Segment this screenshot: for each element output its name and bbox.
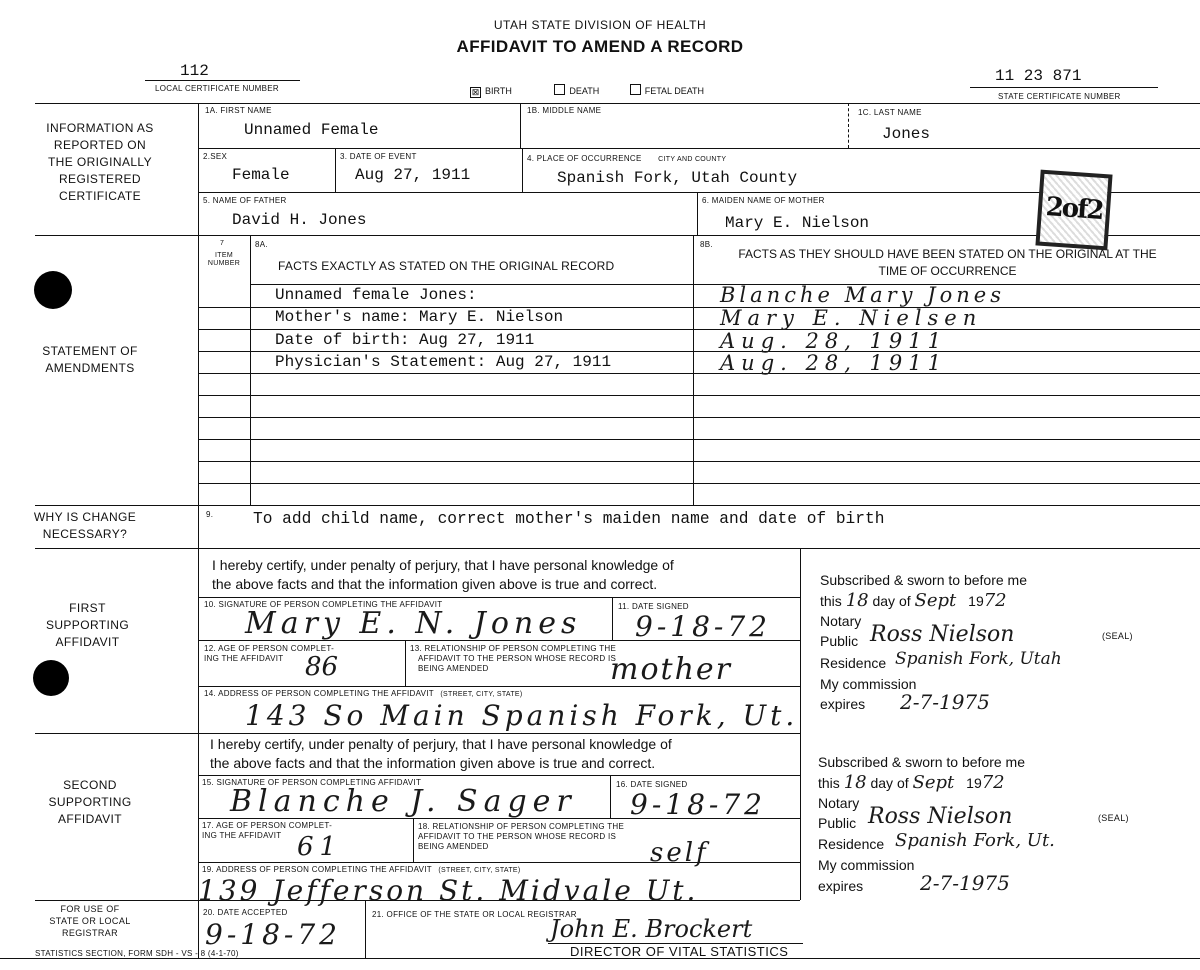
- item-number-col-num: 7: [220, 240, 225, 247]
- mother-name-value: Mary E. Nielson: [725, 214, 870, 232]
- second-notary-signature: Ross Nielson: [868, 804, 1013, 829]
- corrected-fact-row: Aug. 28, 1911: [720, 329, 947, 353]
- first-residence: Spanish Fork, Utah: [895, 649, 1062, 669]
- sex-label: 2.SEX: [203, 152, 228, 161]
- second-signature: Blanche J. Sager: [230, 784, 577, 819]
- death-checkbox[interactable]: [554, 84, 565, 95]
- rule: [198, 395, 1200, 396]
- section-first-affidavit: FIRST SUPPORTING AFFIDAVIT: [45, 601, 130, 649]
- rule: [413, 818, 414, 862]
- corrected-fact-row: Aug. 28, 1911: [720, 351, 947, 375]
- second-expires: 2-7-1975: [920, 871, 1010, 895]
- second-residence-label: Residence: [818, 836, 885, 852]
- first-expires: 2-7-1975: [900, 690, 990, 714]
- first-signature-label: 10. SIGNATURE OF PERSON COMPLETING THE AFFIDAVIT: [204, 600, 443, 609]
- second-age-label-1: 17. AGE OF PERSON COMPLET-: [202, 821, 333, 830]
- sex-value: Female: [232, 166, 290, 184]
- col-8b-header: FACTS AS THEY SHOULD HAVE BEEN STATED ON THE ORIGINAL AT THE TIME OF OCCURRENCE: [738, 247, 1157, 278]
- second-commission-label: My commission: [818, 857, 915, 873]
- rule: [610, 775, 611, 818]
- date-of-event-label: 3. DATE OF EVENT: [340, 152, 417, 161]
- state-cert-line: [970, 87, 1158, 88]
- rule: [198, 373, 1200, 374]
- local-cert-number: 112: [180, 62, 209, 80]
- rule: [198, 351, 1200, 352]
- first-notary-year: 72: [983, 590, 1007, 611]
- first-certify-line1: I hereby certify, under penalty of perjury, that I have personal knowledge of: [212, 557, 674, 573]
- rule: [198, 461, 1200, 462]
- state-cert-label: STATE CERTIFICATE NUMBER: [998, 92, 1121, 101]
- first-address-label: 14. ADDRESS OF PERSON COMPLETING THE AFFIDAVIT (STREET, CITY, STATE): [204, 689, 523, 698]
- second-residence: Spanish Fork, Ut.: [895, 830, 1055, 851]
- page-stamp: [1035, 170, 1112, 251]
- first-relationship: mother: [610, 652, 732, 687]
- original-fact-row: Unnamed female Jones:: [275, 286, 477, 304]
- rule: [198, 329, 1200, 330]
- second-date-label: 16. DATE SIGNED: [616, 780, 688, 789]
- rule: [250, 235, 251, 505]
- rule: [693, 235, 694, 505]
- second-age-label-2: ING THE AFFIDAVIT: [202, 831, 282, 840]
- first-age-label-2: ING THE AFFIDAVIT: [204, 654, 284, 663]
- punch-hole: [33, 660, 69, 696]
- rule: [848, 103, 850, 148]
- second-seal-label: (SEAL): [1098, 813, 1129, 823]
- second-notary-date-line: this 18 day of Sept 1972: [818, 772, 1005, 793]
- second-age: 61: [297, 832, 343, 862]
- first-rel-label-3: BEING AMENDED: [418, 664, 489, 673]
- punch-hole: [34, 271, 72, 309]
- section-second-affidavit: SECOND SUPPORTING AFFIDAVIT: [48, 778, 132, 826]
- original-fact-row: Mother's name: Mary E. Nielson: [275, 308, 564, 326]
- rule: [522, 148, 523, 192]
- father-name-value: David H. Jones: [232, 211, 367, 229]
- corrected-fact-row: Mary E. Nielsen: [720, 306, 983, 330]
- original-fact-row: Physician's Statement: Aug 27, 1911: [275, 353, 612, 371]
- rule: [405, 640, 406, 686]
- rule: [35, 103, 1200, 104]
- rule: [520, 103, 521, 148]
- original-fact-row: Date of birth: Aug 27, 1911: [275, 331, 535, 349]
- rule: [198, 775, 800, 776]
- rule: [335, 148, 336, 192]
- first-rel-label-2: AFFIDAVIT TO THE PERSON WHOSE RECORD IS: [418, 654, 617, 663]
- second-date-signed: 9-18-72: [630, 788, 766, 821]
- second-certify-line1: I hereby certify, under penalty of perjury, that I have personal knowledge of: [210, 736, 672, 752]
- first-notary-day: 18: [845, 590, 869, 611]
- first-notary-month: Sept: [914, 590, 957, 611]
- record-type-fetal-death[interactable]: FETAL DEATH: [630, 86, 704, 96]
- second-notary-day: 18: [843, 772, 867, 793]
- last-name-label: 1C. LAST NAME: [858, 108, 922, 117]
- first-address: 143 So Main Spanish Fork, Ut.: [245, 699, 799, 732]
- first-signature: Mary E. N. Jones: [245, 606, 582, 641]
- first-notary-subscribed: Subscribed & sworn to before me: [820, 572, 1027, 588]
- date-accepted-label: 20. DATE ACCEPTED: [203, 908, 288, 917]
- first-age: 86: [305, 652, 339, 682]
- place-label-text: 4. PLACE OF OCCURRENCE: [527, 154, 642, 163]
- section-why-change: WHY IS CHANGE NECESSARY?: [33, 510, 137, 541]
- rule: [697, 192, 698, 235]
- registrar-title: DIRECTOR OF VITAL STATISTICS: [570, 944, 789, 959]
- first-notary-label: Notary: [820, 613, 862, 629]
- first-seal-label: (SEAL): [1102, 631, 1133, 641]
- second-rel-label-1: 18. RELATIONSHIP OF PERSON COMPLETING THE: [418, 822, 625, 831]
- first-certify-line2: the above facts and that the information given above is true and correct.: [212, 576, 658, 592]
- place-sub-label: CITY AND COUNTY: [658, 156, 727, 163]
- state-cert-number: 11 23 871: [995, 67, 1082, 85]
- registrar-signature: John E. Brockert: [550, 915, 753, 943]
- item-number-col-label: ITEM NUMBER: [207, 252, 241, 267]
- rule: [198, 483, 1200, 484]
- first-date-signed: 9-18-72: [635, 610, 771, 643]
- middle-name-label: 1B. MIDDLE NAME: [527, 106, 602, 115]
- agency-name: UTAH STATE DIVISION OF HEALTH: [493, 18, 707, 32]
- mother-name-label: 6. MAIDEN NAME OF MOTHER: [702, 196, 825, 205]
- rule: [365, 900, 366, 958]
- corrected-fact-row: Blanche Mary Jones: [720, 283, 1005, 307]
- registrar-office-label: 21. OFFICE OF THE STATE OR LOCAL REGISTRAR: [372, 910, 577, 919]
- local-cert-line: [145, 80, 300, 81]
- section-original-info: INFORMATION AS REPORTED ON THE ORIGINALLY REGISTERED CERTIFICATE: [46, 121, 154, 203]
- first-name-label: 1A. FIRST NAME: [205, 106, 272, 115]
- record-type-death[interactable]: DEATH: [554, 86, 599, 96]
- second-notary-year: 72: [981, 772, 1005, 793]
- first-notary-signature: Ross Nielson: [870, 622, 1015, 647]
- second-signature-label: 15. SIGNATURE OF PERSON COMPLETING AFFIDAVIT: [202, 778, 422, 787]
- why-text: To add child name, correct mother's maiden name and date of birth: [253, 510, 885, 528]
- first-age-label-1: 12. AGE OF PERSON COMPLET-: [204, 644, 335, 653]
- rule: [612, 597, 613, 640]
- second-notary-month: Sept: [912, 772, 955, 793]
- first-expires-label: expires: [820, 696, 866, 712]
- record-type-options: [470, 84, 704, 98]
- rule: [198, 439, 1200, 440]
- rule: [198, 862, 800, 863]
- last-name-value: Jones: [882, 125, 931, 143]
- rule: [800, 548, 801, 900]
- second-rel-label-3: BEING AMENDED: [418, 842, 489, 851]
- rule: [35, 505, 1200, 506]
- page-stamp-text: 2of2: [1044, 192, 1104, 226]
- first-commission-label: My commission: [820, 676, 917, 692]
- second-relationship: self: [650, 838, 709, 868]
- first-residence-label: Residence: [820, 655, 887, 671]
- rule: [198, 103, 199, 958]
- second-certify-line2: the above facts and that the information given above is true and correct.: [210, 755, 656, 771]
- father-name-label: 5. NAME OF FATHER: [203, 196, 287, 205]
- place-label: [527, 154, 726, 163]
- second-rel-label-2: AFFIDAVIT TO THE PERSON WHOSE RECORD IS: [418, 832, 617, 841]
- first-notary-date-line: this 18 day of Sept 1972: [820, 590, 1007, 611]
- col-8a-num: 8A.: [255, 240, 268, 249]
- form-title: AFFIDAVIT TO AMEND A RECORD: [456, 37, 744, 56]
- rule: [198, 148, 1200, 149]
- section-registrar-use: FOR USE OF STATE OR LOCAL REGISTRAR: [49, 904, 131, 938]
- second-notary-subscribed: Subscribed & sworn to before me: [818, 754, 1025, 770]
- first-rel-label-1: 13. RELATIONSHIP OF PERSON COMPLETING THE: [410, 644, 617, 653]
- fetal-death-checkbox[interactable]: [630, 84, 641, 95]
- first-public-label: Public: [820, 633, 859, 649]
- second-public-label: Public: [818, 815, 857, 831]
- second-address: 139 Jefferson St. Midvale Ut.: [198, 874, 699, 907]
- second-expires-label: expires: [818, 878, 864, 894]
- date-accepted: 9-18-72: [205, 918, 341, 951]
- rule: [198, 597, 800, 598]
- record-type-birth[interactable]: ⊠ BIRTH: [471, 86, 512, 97]
- rule: [198, 417, 1200, 418]
- birth-checkbox[interactable]: ⊠: [471, 87, 480, 97]
- place-value: Spanish Fork, Utah County: [557, 169, 798, 187]
- date-of-event-value: Aug 27, 1911: [355, 166, 471, 184]
- col-8a-header: FACTS EXACTLY AS STATED ON THE ORIGINAL RECORD: [278, 259, 615, 273]
- first-name-value: Unnamed Female: [244, 121, 379, 139]
- why-num: 9.: [206, 510, 214, 519]
- second-address-label: 19. ADDRESS OF PERSON COMPLETING THE AFFIDAVIT (STREET, CITY, STATE): [202, 865, 521, 874]
- section-statement-of-amendments: STATEMENT OF AMENDMENTS: [42, 344, 138, 375]
- local-cert-label: LOCAL CERTIFICATE NUMBER: [155, 84, 279, 93]
- second-notary-label: Notary: [818, 795, 860, 811]
- col-8b-num: 8B.: [700, 240, 713, 249]
- form-footer: STATISTICS SECTION, FORM SDH - VS - 8 (4-1-70): [35, 949, 239, 958]
- rule: [35, 548, 1200, 549]
- rule: [35, 235, 1200, 236]
- first-date-label: 11. DATE SIGNED: [618, 602, 689, 611]
